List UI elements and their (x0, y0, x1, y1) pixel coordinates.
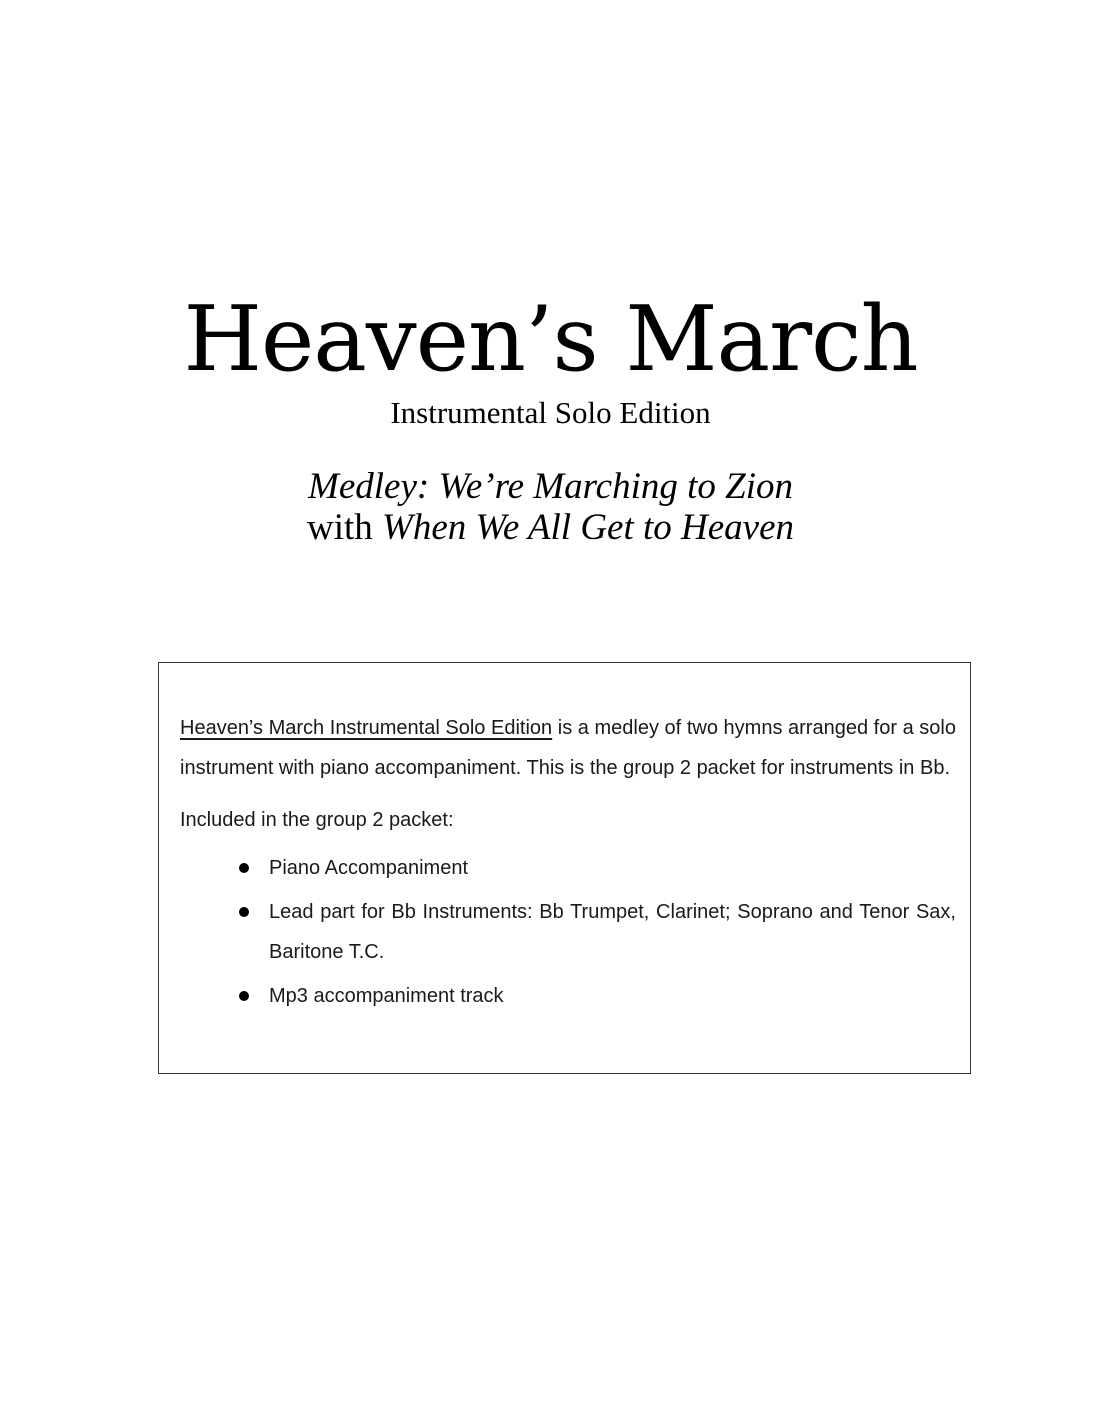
bullet-icon (239, 907, 249, 917)
packet-info-box (158, 662, 971, 1074)
medley-heading (0, 466, 1101, 548)
list-item-text: Piano Accompaniment (269, 857, 469, 879)
medley-line-1: Medley: We’re Marching to Zion (308, 466, 793, 507)
medley-line-2-prefix: with (306, 507, 382, 548)
medley-line-2-title: When We All Get to Heaven (382, 507, 795, 548)
edition-link[interactable]: Heaven’s March Instrumental Solo Edition (180, 717, 553, 739)
intro-paragraph (180, 708, 956, 788)
packet-contents-list (239, 848, 956, 1020)
list-item (239, 848, 956, 888)
list-item (239, 892, 956, 972)
included-label: Included in the group 2 packet: (180, 809, 454, 831)
bullet-icon (239, 863, 249, 873)
list-item-text: Lead part for Bb Instruments: Bb Trumpet, Clarinet; Soprano and Tenor Sax, Baritone T.C. (269, 901, 956, 963)
list-item (239, 976, 956, 1016)
page-title: Heaven’s March (183, 287, 918, 392)
list-item-text: Mp3 accompaniment track (269, 985, 504, 1007)
subtitle: Instrumental Solo Edition (390, 395, 711, 430)
intro-text: is a medley of two hymns arranged for a solo instrument with piano accompaniment. This is the group 2 packet for instruments in Bb. (180, 717, 956, 779)
bullet-icon (239, 991, 249, 1001)
